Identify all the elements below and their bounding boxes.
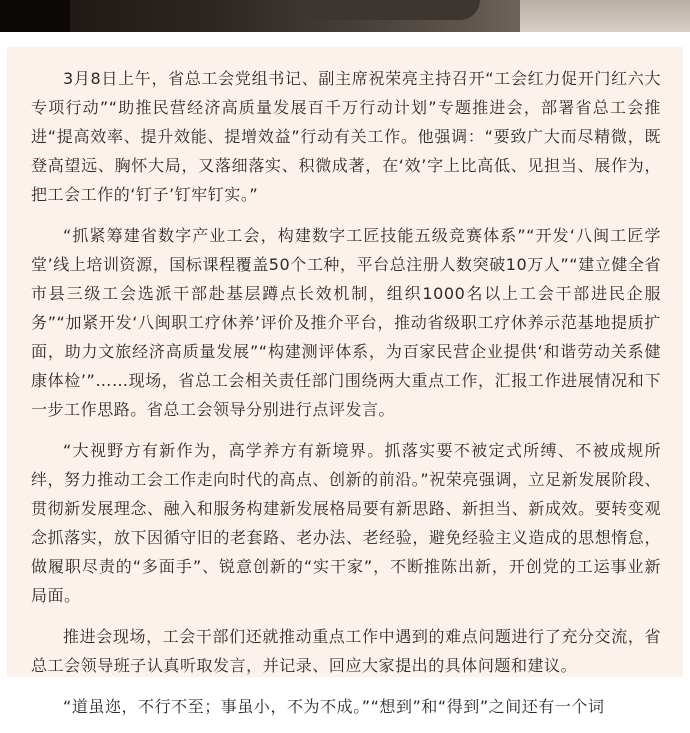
photo-figure-region	[300, 0, 480, 20]
article-paragraph: 推进会现场，工会干部们还就推动重点工作中遇到的难点问题进行了充分交流，省总工会领导班子认真听取发言，并记录、回应大家提出的具体问题和建议。	[31, 627, 661, 675]
photo-light-region	[520, 0, 690, 32]
article-paragraph: “大视野方有新作为，高学养方有新境界。抓落实要不被定式所缚、不被成规所绊，努力推动工会工作走向时代的高点、创新的前沿。”祝荣亮强调，立足新发展阶段、贯彻新发展理念、融入和服务构建新发展格局要有新思路、新担当、新成效。要转变观念抓落实，放下因循守旧的老套路、老办法、老经验，避免经验主义造成的思想惰怠，做履职尽责的“多面手”、锐意创新的“实干家”，不断推陈出新，开创党的工运事业新局面。	[31, 441, 661, 605]
header-photo	[0, 0, 690, 32]
article-paragraph: “抓紧筹建省数字产业工会，构建数字工匠技能五级竞赛体系”“开发‘八闽工匠学堂’线上培训资源，国标课程覆盖50个工种，平台总注册人数突破10万人”“建立健全省市县三级工会选派干部赴基层蹲点长效机制，组织1000名以上工会干部进民企服务”“加紧开发‘八闽职工疗休养’评价及推介平台，推动省级职工疗休养示范基地提质扩面，助力文旅经济高质量发展”“构建测评体系，为百家民营企业提供‘和谐劳动关系健康体检’”……现场，省总工会相关责任部门围绕两大重点工作，汇报工作进展情况和下一步工作思路。省总工会领导分别进行点评发言。	[31, 226, 661, 419]
article-paragraph: “道虽迩，不行不至；事虽小，不为不成。”“想到”和“得到”之间还有一个词	[63, 697, 605, 716]
photo-shadow-region	[0, 0, 70, 32]
article-paragraph: 3月8日上午，省总工会党组书记、副主席祝荣亮主持召开“工会红力促开门红六大专项行动”“助推民营经济高质量发展百千万行动计划”专题推进会，部署省总工会推进“提高效率、提升效能、提增效益”行动有关工作。他强调：“要致广大而尽精微，既登高望远、胸怀大局，又落细落实、积微成著，在‘效’字上比高低、见担当、展作为，把工会工作的‘钉子’钉牢钉实。”	[31, 69, 661, 204]
article-body	[31, 64, 661, 733]
